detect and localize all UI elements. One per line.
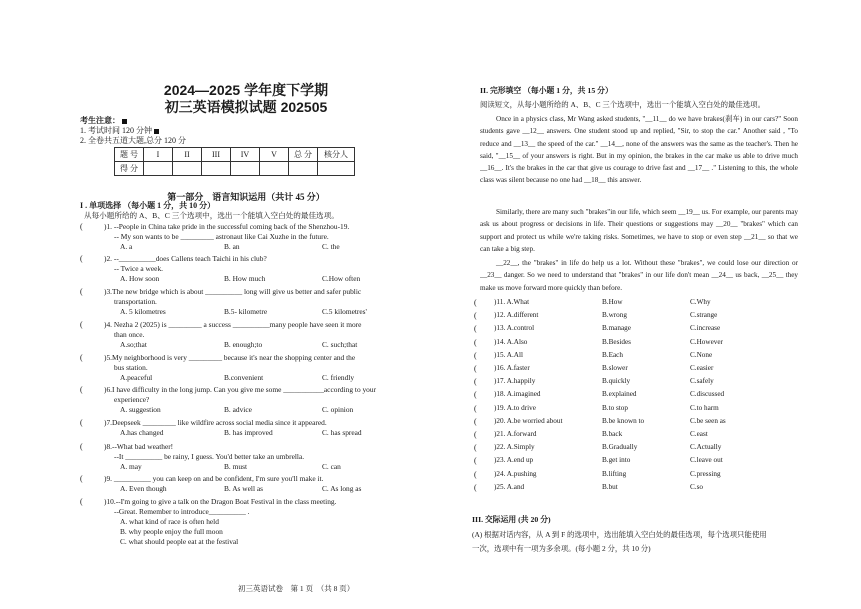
cloze-option-c: C.Actually: [690, 443, 722, 452]
part1-heading: 第一部分 语言知识运用（共计 45 分）: [167, 192, 325, 202]
score-cell: I: [144, 148, 173, 162]
cloze-option-b: B.but: [602, 482, 618, 491]
page-footer: 初三英语试卷 第 1 页 （共 8 页）: [238, 584, 355, 593]
question-stem-line2: --It __________ be rainy, I guess. You'd better take an umbrella.: [114, 452, 305, 461]
answer-paren: (: [80, 320, 83, 329]
cloze-option-a: )15. A.All: [494, 350, 523, 359]
answer-paren: (: [80, 287, 83, 296]
option-c: C. the: [322, 242, 340, 251]
option-a: A. may: [120, 462, 142, 471]
mark-square-icon: [154, 129, 159, 134]
score-cell: IV: [231, 148, 260, 162]
score-cell: II: [173, 148, 202, 162]
answer-paren: (: [474, 377, 477, 387]
option-a: A. How soon: [120, 274, 160, 283]
cloze-option-c: C.pressing: [690, 469, 721, 478]
option-c: C.5 kilometres': [322, 307, 367, 316]
cloze-option-c: C.strange: [690, 311, 718, 320]
answer-paren: (: [474, 416, 477, 426]
option-c: C.How often: [322, 274, 361, 283]
cloze-option-c: C.east: [690, 430, 708, 438]
score-cell: 核分人: [318, 148, 355, 162]
answer-paren: (: [80, 418, 83, 427]
answer-paren: (: [80, 222, 83, 231]
answer-paren: (: [474, 390, 477, 400]
answer-paren: (: [474, 311, 477, 321]
cloze-option-b: B.back: [602, 430, 623, 438]
option-c: C. such;that: [322, 340, 358, 349]
score-cell: [144, 162, 173, 176]
section3-title: III. 交际运用 (共 20 分): [472, 515, 551, 524]
question-stem-line2: experience?: [114, 395, 150, 404]
section3-instructions-1: (A) 根据对话内容，从 A 到 F 的选项中，选出能填入空白处的最佳选项，每个选项只能使用: [472, 530, 767, 539]
score-cell: [289, 162, 318, 176]
cloze-option-b: B.wrong: [602, 311, 627, 320]
cloze-option-b: B.How: [602, 298, 623, 306]
cloze-option-b: B.explained: [602, 390, 637, 399]
cloze-option-a: )25. A.and: [494, 482, 525, 491]
option-c: C. opinion: [322, 405, 354, 414]
cloze-paragraph-3: __22__, the "brakes" in life do help us a lot. Without these "brakes", we could lose our direction or __23__ danger. So we need to understand that "brakes" in our life don't mean __24__ us back, __25__ they make us move forward more quickly than before.: [480, 259, 798, 292]
cloze-option-b: B.Gradually: [602, 443, 638, 452]
score-table-header-row: [115, 148, 355, 162]
cloze-option-a: )23. A.end up: [494, 456, 534, 465]
score-cell: 得 分: [115, 162, 144, 176]
notes-item-2: 2. 全卷共五道大题,总分 120 分: [80, 136, 186, 145]
cloze-option-a: )14. A.Also: [494, 337, 528, 346]
question-stem-line2: --Great. Remember to introduce__________ .: [114, 507, 250, 516]
question-stem-line2: -- My son wants to be _________ astronaut like Cai Xuzhe in the future.: [114, 232, 329, 241]
notes-heading: 考生注意：: [80, 116, 120, 125]
question-stem: )7.Deepseek _________ like wildfire across social media since it appeared.: [104, 418, 327, 427]
section2-title: II. 完形填空 （每小题 1 分，共 15 分）: [480, 86, 613, 95]
cloze-option-b: B.to stop: [602, 403, 628, 412]
section1-instructions: 从每小题所给的 A、B、C 三个选项中，选出一个能填入空白处的最佳选项。: [84, 211, 339, 220]
option-a: A. Even though: [120, 484, 167, 493]
answer-paren: (: [474, 298, 477, 307]
option-b: B.5- kilometre: [224, 307, 268, 316]
cloze-option-a: )16. A.faster: [494, 364, 530, 372]
cloze-option-b: B.Each: [602, 350, 623, 359]
section2-instructions: 阅读短文，从每小题所给的 A、B、C 三个选项中，选出一个能填入空白处的最佳选项。: [480, 100, 765, 109]
question-stem: )9. __________ you can keep on and be confident, I'm sure you'll make it.: [104, 474, 324, 483]
exam-title-line1: 2024—2025 学年度下学期: [163, 82, 329, 98]
option-a: A. a: [120, 242, 133, 251]
score-cell: V: [260, 148, 289, 162]
cloze-option-a: )17. A.happily: [494, 377, 536, 386]
score-table-score-row: [115, 162, 355, 176]
cloze-option-b: B.get into: [602, 456, 631, 465]
answer-paren: (: [80, 474, 83, 483]
cloze-option-c: C.discussed: [690, 390, 725, 399]
option-a: A. 5 kilometres: [120, 307, 166, 316]
score-cell: 题 号: [115, 148, 144, 162]
cloze-option-a: )18. A.imagined: [494, 390, 541, 399]
answer-paren: (: [80, 254, 83, 263]
score-table: [114, 147, 355, 176]
cloze-option-c: C.safely: [690, 377, 714, 386]
score-cell: [318, 162, 355, 176]
cloze-option-c: C.easier: [690, 364, 714, 372]
question-stem-line2: than once.: [114, 330, 145, 339]
cloze-option-b: B.Besides: [602, 337, 631, 346]
option-c: C. what should people eat at the festival: [120, 537, 239, 546]
option-c: C. friendly: [322, 373, 355, 382]
question-stem: )4. Nezha 2 (2025) is _________ a success __________many people have seen it more: [104, 320, 362, 329]
option-b: B. has improved: [224, 428, 273, 437]
answer-paren: (: [474, 350, 477, 360]
question-stem-line2: transportation.: [114, 297, 157, 306]
cloze-option-c: C.None: [690, 350, 713, 359]
cloze-option-b: B.slower: [602, 364, 628, 372]
cloze-option-b: B.manage: [602, 324, 631, 333]
notes-item-1: 1. 考试时间 120 分钟: [80, 126, 152, 135]
candidate-notes: [80, 116, 186, 146]
cloze-option-a: )12. A.different: [494, 311, 539, 320]
option-a: A.peaceful: [120, 373, 153, 382]
cloze-option-a: )11. A.What: [494, 298, 530, 306]
option-a: A. suggestion: [120, 405, 161, 414]
section3-instructions-2: 一次，选项中有一项为多余项。(每小题 2 分，共 10 分): [472, 544, 651, 553]
answer-paren: (: [474, 482, 477, 492]
mark-square-icon: [122, 119, 127, 124]
option-c: C. As long as: [322, 484, 362, 493]
score-cell: 总 分: [289, 148, 318, 162]
answer-paren: (: [474, 456, 477, 466]
option-b: B. advice: [224, 405, 252, 414]
question-stem-line2: bus station.: [114, 363, 148, 372]
cloze-option-c: C.Why: [690, 298, 711, 306]
option-b: B. must: [224, 462, 247, 471]
cloze-option-a: )20. A.be worried about: [494, 416, 563, 425]
score-cell: [231, 162, 260, 176]
question-stem: )3.The new bridge which is about __________ long will give us better and safer public: [104, 287, 362, 296]
cloze-option-c: C.leave out: [690, 456, 723, 465]
answer-paren: (: [80, 497, 83, 506]
cloze-option-b: B.be known to: [602, 416, 645, 425]
cloze-option-c: C.to harm: [690, 403, 719, 412]
answer-paren: (: [474, 364, 477, 373]
question-stem: )10.--I'm going to give a talk on the Dragon Boat Festival in the class meeting.: [104, 497, 337, 506]
option-b: B. How much: [224, 274, 266, 283]
question-stem: )8.--What bad weather!: [104, 442, 174, 451]
question-stem: )5.My neighborhood is very _________ because it's near the shopping center and the: [104, 353, 356, 362]
cloze-option-a: )13. A.control: [494, 324, 535, 333]
option-b: B.convenient: [224, 373, 264, 382]
cloze-paragraph-2: Similarly, there are many such "brakes"in our life, which seem __19__ us. For example, our parents may ask us about progress or decisions in life. Their questions or suggestions may __20__ "brakes" which can support and protect us while we're taking risks. Sometimes, we have to stop or even step __21__ so that we can take a big step.: [480, 208, 798, 253]
answer-paren: (: [474, 324, 477, 334]
cloze-option-c: C.increase: [690, 324, 721, 333]
answer-paren: (: [474, 403, 477, 413]
option-b: B. enough;to: [224, 340, 263, 349]
question-stem: )1. --People in China take pride in the successful coming back of the Shenzhou-19.: [104, 222, 350, 231]
cloze-option-c: C.be seen as: [690, 416, 726, 425]
score-cell: III: [202, 148, 231, 162]
score-cell: [202, 162, 231, 176]
option-a: A. what kind of race is often held: [120, 517, 219, 526]
option-a: A.has changed: [120, 428, 164, 437]
cloze-option-a: )22. A.Simply: [494, 443, 535, 452]
cloze-option-b: B.lifting: [602, 469, 627, 478]
answer-paren: (: [474, 469, 477, 479]
cloze-option-a: )19. A.to drive: [494, 403, 536, 412]
section1-title: I . 单项选择 （每小题 1 分，共 10 分）: [80, 201, 216, 210]
cloze-option-b: B.quickly: [602, 377, 631, 386]
answer-paren: (: [80, 385, 83, 394]
cloze-option-c: C.so: [690, 482, 703, 491]
answer-paren: (: [80, 353, 83, 362]
cloze-option-a: )24. A.pushing: [494, 469, 537, 478]
option-b: B. why people enjoy the full moon: [120, 527, 223, 536]
option-c: C. can: [322, 462, 341, 471]
question-stem-line2: -- Twice a week.: [114, 264, 164, 273]
answer-paren: (: [80, 442, 83, 451]
option-b: B. As well as: [224, 484, 264, 493]
option-c: C. has spread: [322, 428, 362, 437]
cloze-paragraph-1: Once in a physics class, Mr Wang asked students, "__11__ do we have brakes(刹车) in our cars?" Soon students gave __12__ answers. One student stood up and replied, "Sir, to stop the car." Another said , "To reduce and __13__ the speed of the car." __14__, none of the answers was the same as the teacher's. Then he said, "__15__ of your answers is right. But in my opinion, the brakes in the car make us able to drive much __16__. It's the brakes in the car that give us courage to drive fast and __17__ ." Listening to this, the whole class was silent because no one had __18__ this answer.: [480, 115, 798, 185]
option-b: B. an: [224, 242, 240, 251]
option-a: A.so;that: [120, 340, 147, 349]
exam-title-line2: 初三英语模拟试题 202505: [164, 99, 328, 115]
answer-paren: (: [474, 443, 477, 453]
score-cell: [173, 162, 202, 176]
answer-paren: (: [474, 337, 477, 347]
question-stem: )2. --__________does Callens teach Taichi in his club?: [104, 254, 267, 263]
question-stem: )6.I have difficulty in the long jump. Can you give me some ___________according to your: [104, 385, 377, 394]
score-cell: [260, 162, 289, 176]
cloze-option-c: C.However: [690, 337, 723, 346]
answer-paren: (: [474, 430, 477, 439]
cloze-option-a: )21. A.forward: [494, 430, 537, 438]
